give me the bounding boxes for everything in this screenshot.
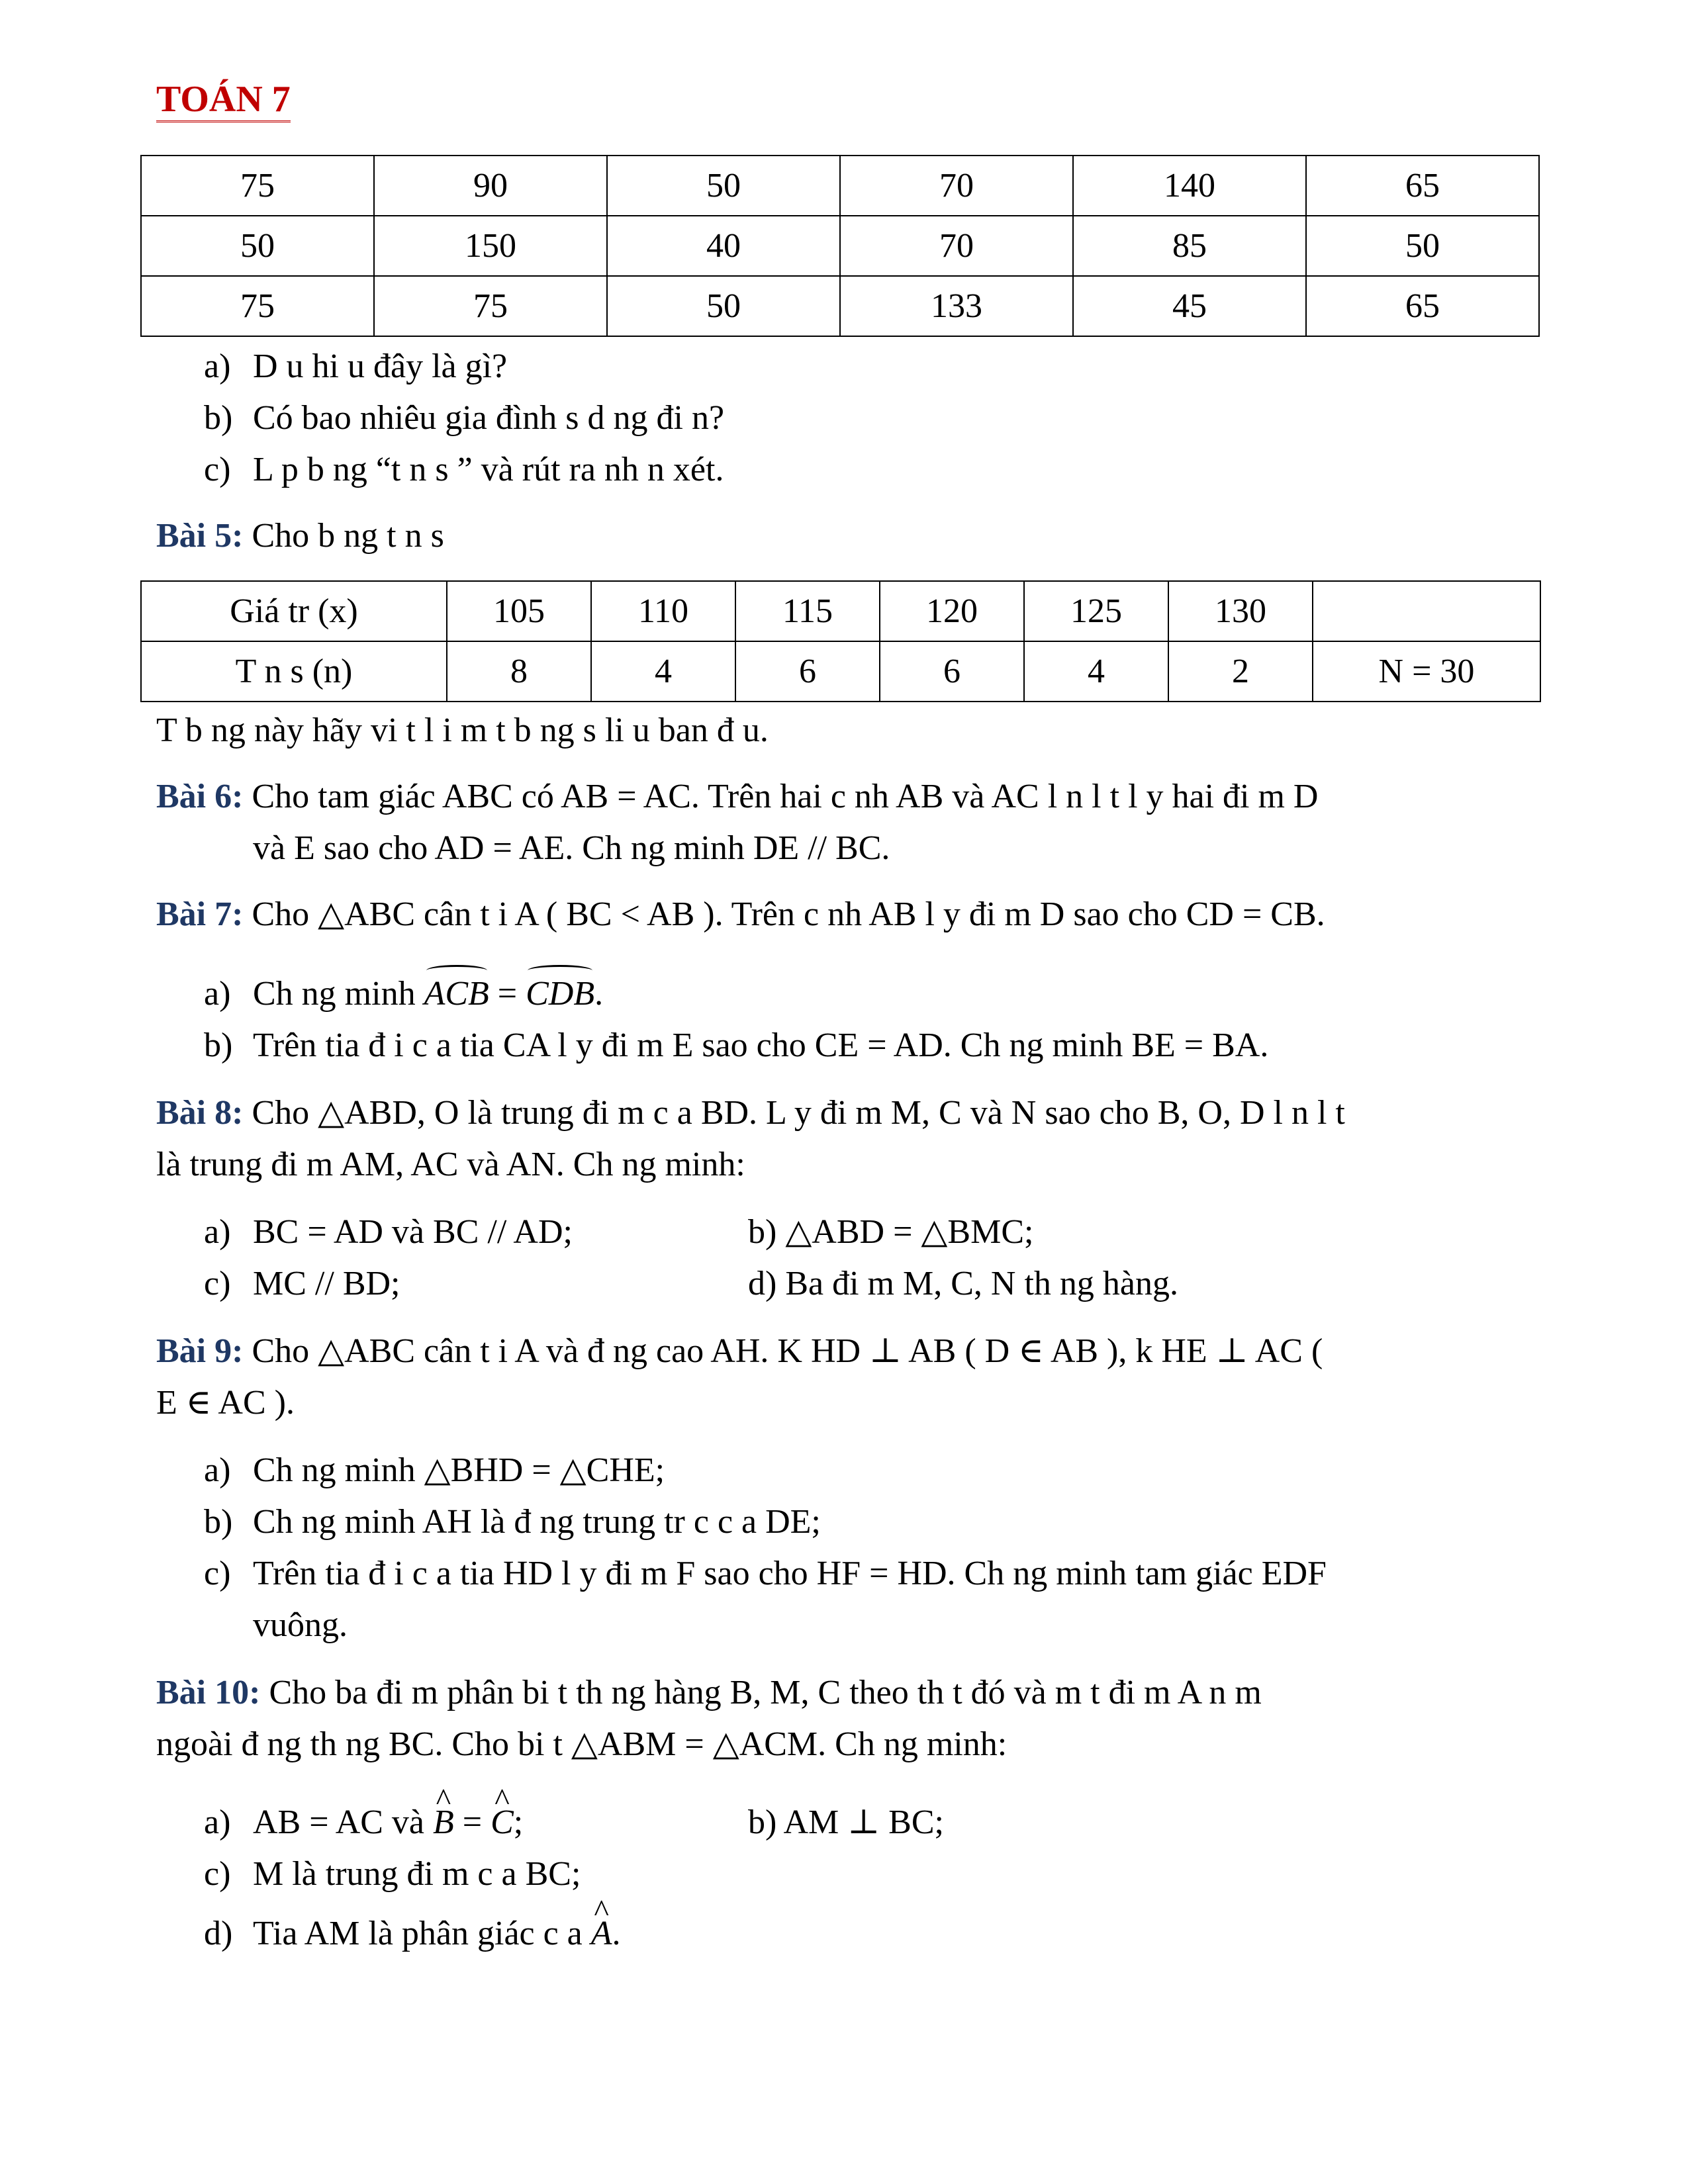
bai9-item-b: b) Ch ng minh AH là đ ng trung tr c c a DE; [204,1503,821,1541]
table-cell: 120 [880,581,1024,641]
table-cell: 6 [880,641,1024,702]
table-cell: 40 [607,216,840,276]
bai6-line1: Bài 6: Cho tam giác ABC có AB = AC. Trên hai c nh AB và AC l n l t l y hai đi m D [156,778,1319,815]
table-cell: 115 [735,581,880,641]
table-cell: 150 [374,216,607,276]
angle-c: ^ C [491,1801,514,1844]
bai10-item-d: d) Tia AM là phân giác c a ^ A. [204,1913,621,1955]
table-cell: 130 [1168,581,1313,641]
table-cell: 75 [141,156,374,216]
table-cell: 65 [1306,276,1539,336]
bai9-item-c-cont: vuông. [253,1606,348,1644]
table-cell: 85 [1073,216,1306,276]
table-cell: 133 [840,276,1073,336]
table-cell: 90 [374,156,607,216]
table-cell: 8 [447,641,591,702]
bai9-item-a: a) Ch ng minh △BHD = △CHE; [204,1451,665,1489]
bai8-item-a: a) BC = AD và BC // AD; [204,1213,573,1251]
bai7-item-b: b) Trên tia đ i c a tia CA l y đi m E sao cho CE = AD. Ch ng minh BE = BA. [204,1026,1269,1064]
table-cell: 70 [840,216,1073,276]
table-cell: 75 [374,276,607,336]
table-cell: 6 [735,641,880,702]
bai8-item-c: c) MC // BD; [204,1265,400,1302]
table-row [141,581,1540,641]
page-title: TOÁN 7 [156,78,291,122]
table-cell: 65 [1306,156,1539,216]
angle-a: ^ A [591,1913,612,1955]
table-cell: 110 [591,581,735,641]
bai6-line2: và E sao cho AD = AE. Ch ng minh DE // BC. [253,829,890,867]
bai8-item-d: d) Ba đi m M, C, N th ng hàng. [748,1265,1178,1302]
bai7-item-a: a) Ch ng minh ACB = CDB. [204,973,603,1015]
table-cell: 4 [1024,641,1168,702]
table-row [141,276,1539,336]
bai10-item-b: b) AM ⊥ BC; [748,1803,944,1841]
q4-item-b: b) Có bao nhiêu gia đình s d ng đi n? [204,399,725,437]
table-cell: 2 [1168,641,1313,702]
table-row [141,641,1540,702]
data-table [140,155,1540,337]
table-row [141,216,1539,276]
bai9-item-c: c) Trên tia đ i c a tia HD l y đi m F sao cho HF = HD. Ch ng minh tam giác EDF [204,1555,1327,1592]
table-cell: Giá tr (x) [141,581,447,641]
angle-b: ^ B [433,1801,454,1844]
frequency-table [140,580,1541,702]
table-cell: 70 [840,156,1073,216]
table-cell: 45 [1073,276,1306,336]
bai8-line2: là trung đi m AM, AC và AN. Ch ng minh: [156,1146,745,1183]
bai10-line2: ngoài đ ng th ng BC. Cho bi t △ABM = △ACM. Ch ng minh: [156,1725,1008,1763]
bai7-line1: Bài 7: Cho △ABC cân t i A ( BC < AB ). Trên c nh AB l y đi m D sao cho CD = CB. [156,895,1325,933]
q4-item-a: a) D u hi u đây là gì? [204,347,508,385]
bai8-item-b: b) △ABD = △BMC; [748,1213,1034,1251]
bai9-line2: E ∈ AC ). [156,1384,295,1422]
table-cell: 50 [141,216,374,276]
table-cell: T n s (n) [141,641,447,702]
angle-acb: ACB [424,973,489,1015]
bai10-line1: Bài 10: Cho ba đi m phân bi t th ng hàng B, M, C theo th t đó và m t đi m A n m [156,1674,1262,1711]
table-cell: 140 [1073,156,1306,216]
table-cell: 125 [1024,581,1168,641]
bai10-item-c: c) M là trung đi m c a BC; [204,1855,581,1893]
table-cell: 50 [607,156,840,216]
table-cell: 75 [141,276,374,336]
bai5-instruction: T b ng này hãy vi t l i m t b ng s li u ban đ u. [156,711,769,749]
q4-item-c: c) L p b ng “t n s ” và rút ra nh n xét. [204,451,724,488]
table-cell: 105 [447,581,591,641]
table-cell: 50 [607,276,840,336]
bai9-line1: Bài 9: Cho △ABC cân t i A và đ ng cao AH. K HD ⊥ AB ( D ∈ AB ), k HE ⊥ AC ( [156,1332,1323,1370]
angle-cdb: CDB [526,973,594,1015]
bai10-item-a: a) AB = AC và ^ B = ^ C; [204,1801,523,1844]
table-cell [1313,581,1540,641]
table-cell: N = 30 [1313,641,1540,702]
table-cell: 50 [1306,216,1539,276]
bai5-heading: Bài 5: Cho b ng t n s [156,517,444,555]
table-cell: 4 [591,641,735,702]
table-row [141,156,1539,216]
bai8-line1: Bài 8: Cho △ABD, O là trung đi m c a BD. L y đi m M, C và N sao cho B, O, D l n l t [156,1094,1345,1132]
